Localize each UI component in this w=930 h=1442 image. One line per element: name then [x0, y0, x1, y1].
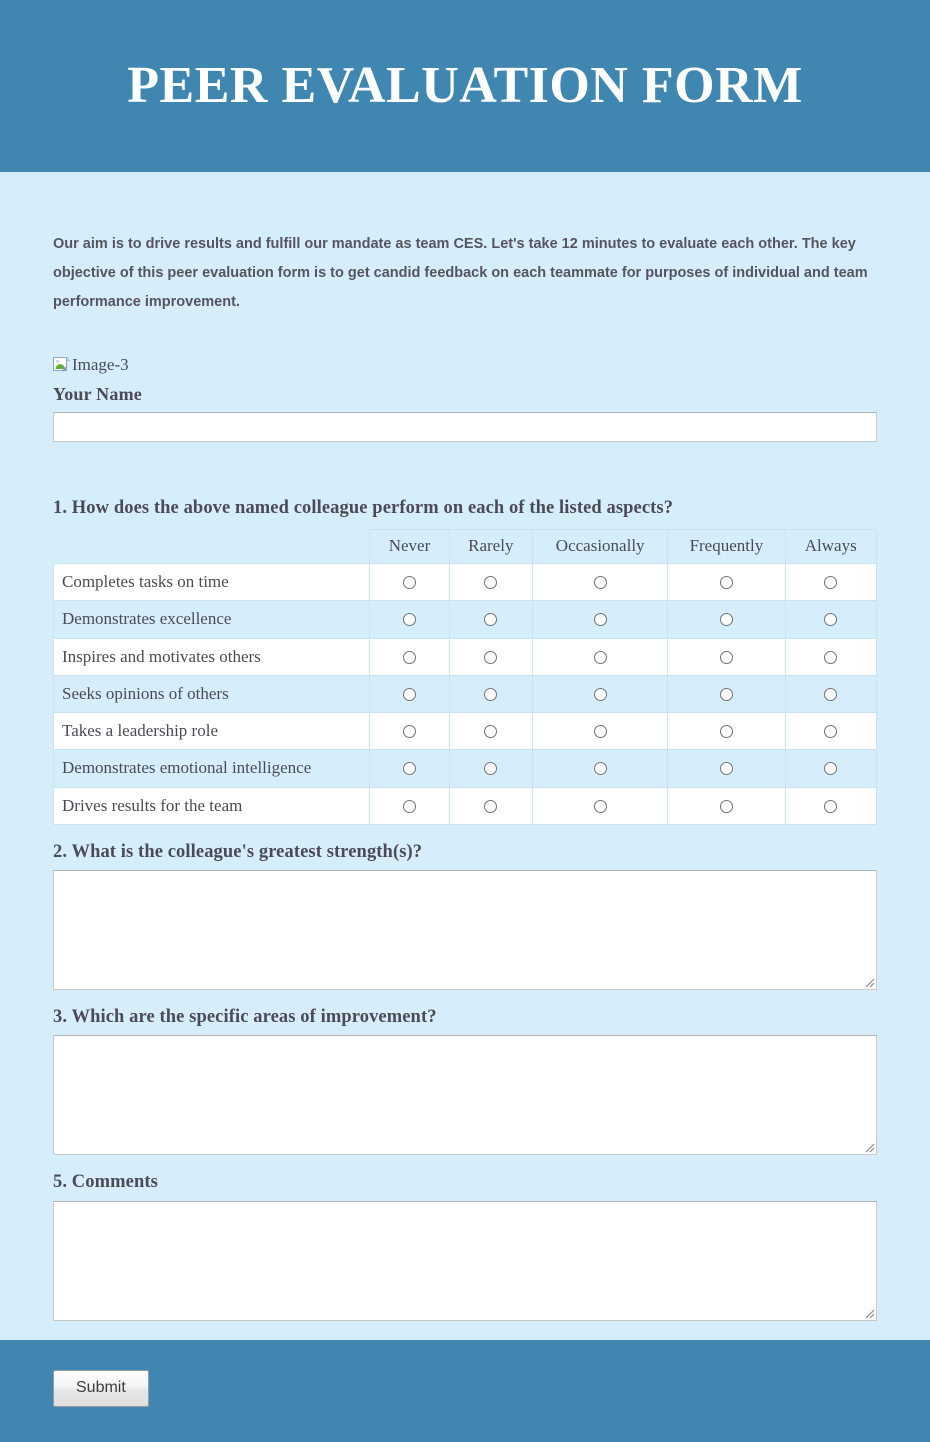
table-row — [54, 601, 877, 638]
question-3-heading: 3. Which are the specific areas of improvement? — [53, 1007, 437, 1028]
matrix-option-cell[interactable] — [668, 787, 785, 824]
radio-frequently[interactable] — [720, 613, 733, 626]
page-title: PEER EVALUATION FORM — [127, 57, 803, 115]
table-row — [54, 675, 877, 712]
radio-always[interactable] — [824, 725, 837, 738]
matrix-option-cell[interactable] — [449, 564, 533, 601]
radio-rarely[interactable] — [484, 800, 497, 813]
matrix-option-cell[interactable] — [785, 787, 876, 824]
matrix-corner-cell — [54, 530, 370, 564]
radio-occasionally[interactable] — [594, 576, 607, 589]
radio-never[interactable] — [403, 725, 416, 738]
matrix-option-cell[interactable] — [785, 638, 876, 675]
matrix-body — [54, 564, 877, 825]
your-name-label: Your Name — [53, 384, 142, 404]
matrix-option-cell[interactable] — [533, 638, 668, 675]
radio-always[interactable] — [824, 762, 837, 775]
question-5-heading: 5. Comments — [53, 1172, 158, 1193]
question-5-textarea-wrap — [53, 1201, 877, 1321]
radio-always[interactable] — [824, 576, 837, 589]
radio-occasionally[interactable] — [594, 800, 607, 813]
radio-frequently[interactable] — [720, 725, 733, 738]
matrix-column-header-occasionally: Occasionally — [533, 530, 668, 564]
radio-frequently[interactable] — [720, 651, 733, 664]
broken-image-alt-text: Image-3 — [72, 355, 129, 374]
question-3-textarea[interactable] — [53, 1035, 877, 1155]
matrix-row-label: Takes a leadership role — [54, 713, 370, 750]
matrix-option-cell[interactable] — [370, 787, 449, 824]
matrix-header — [54, 530, 877, 564]
question-1-heading: 1. How does the above named colleague perform on each of the listed aspects? — [53, 498, 674, 518]
radio-rarely[interactable] — [484, 613, 497, 626]
matrix-option-cell[interactable] — [668, 601, 785, 638]
question-2-heading: 2. What is the colleague's greatest strength(s)? — [53, 841, 423, 862]
question-3-textarea-wrap — [53, 1035, 877, 1155]
your-name-input[interactable] — [53, 412, 877, 442]
matrix-option-cell[interactable] — [785, 713, 876, 750]
matrix-column-header-always: Always — [785, 530, 876, 564]
radio-occasionally[interactable] — [594, 762, 607, 775]
intro-paragraph: Our aim is to drive results and fulfill our mandate as team CES. Let's take 12 minutes to evaluate each other. The key objective of this peer evaluation form is to get candid feedback on each teammate for purposes of individual and team performance improvement. — [53, 236, 868, 310]
radio-rarely[interactable] — [484, 688, 497, 701]
matrix-row-label: Completes tasks on time — [54, 564, 370, 601]
table-row — [54, 750, 877, 787]
matrix-option-cell[interactable] — [668, 713, 785, 750]
broken-image-block — [53, 356, 877, 373]
matrix-option-cell[interactable] — [668, 564, 785, 601]
matrix-row-label: Seeks opinions of others — [54, 675, 370, 712]
radio-never[interactable] — [403, 688, 416, 701]
radio-always[interactable] — [824, 688, 837, 701]
radio-never[interactable] — [403, 762, 416, 775]
matrix-option-cell[interactable] — [533, 713, 668, 750]
radio-frequently[interactable] — [720, 800, 733, 813]
matrix-option-cell[interactable] — [668, 638, 785, 675]
matrix-header-row — [54, 530, 877, 564]
radio-always[interactable] — [824, 651, 837, 664]
matrix-option-cell[interactable] — [370, 638, 449, 675]
matrix-option-cell[interactable] — [668, 750, 785, 787]
radio-rarely[interactable] — [484, 576, 497, 589]
radio-always[interactable] — [824, 800, 837, 813]
matrix-row-label: Drives results for the team — [54, 787, 370, 824]
form-body — [0, 172, 930, 1340]
table-row — [54, 638, 877, 675]
matrix-option-cell[interactable] — [533, 787, 668, 824]
question-5-textarea[interactable] — [53, 1201, 877, 1321]
submit-button[interactable]: Submit — [53, 1370, 149, 1407]
matrix-option-cell[interactable] — [370, 750, 449, 787]
matrix-option-cell[interactable] — [449, 750, 533, 787]
matrix-option-cell[interactable] — [449, 713, 533, 750]
radio-frequently[interactable] — [720, 762, 733, 775]
matrix-option-cell[interactable] — [449, 638, 533, 675]
question-2-textarea-wrap — [53, 870, 877, 990]
matrix-column-header-rarely: Rarely — [449, 530, 533, 564]
radio-occasionally[interactable] — [594, 613, 607, 626]
radio-always[interactable] — [824, 613, 837, 626]
table-row — [54, 564, 877, 601]
matrix-option-cell[interactable] — [785, 564, 876, 601]
matrix-column-header-never: Never — [370, 530, 449, 564]
page-header — [0, 0, 930, 172]
matrix-option-cell[interactable] — [449, 675, 533, 712]
matrix-option-cell[interactable] — [449, 787, 533, 824]
matrix-option-cell[interactable] — [533, 750, 668, 787]
table-row — [54, 713, 877, 750]
radio-never[interactable] — [403, 576, 416, 589]
radio-rarely[interactable] — [484, 651, 497, 664]
radio-rarely[interactable] — [484, 762, 497, 775]
broken-image-icon — [53, 357, 70, 373]
matrix-option-cell[interactable] — [533, 601, 668, 638]
radio-occasionally[interactable] — [594, 688, 607, 701]
radio-frequently[interactable] — [720, 576, 733, 589]
matrix-column-header-frequently: Frequently — [668, 530, 785, 564]
table-row — [54, 787, 877, 824]
radio-never[interactable] — [403, 613, 416, 626]
matrix-option-cell[interactable] — [785, 675, 876, 712]
radio-never[interactable] — [403, 651, 416, 664]
matrix-option-cell[interactable] — [449, 601, 533, 638]
matrix-option-cell[interactable] — [533, 564, 668, 601]
matrix-option-cell[interactable] — [370, 713, 449, 750]
bottom-spacer — [53, 1321, 877, 1340]
matrix-option-cell[interactable] — [668, 675, 785, 712]
radio-rarely[interactable] — [484, 725, 497, 738]
matrix-option-cell[interactable] — [370, 675, 449, 712]
matrix-option-cell[interactable] — [785, 601, 876, 638]
radio-occasionally[interactable] — [594, 725, 607, 738]
radio-frequently[interactable] — [720, 688, 733, 701]
evaluation-matrix-table — [53, 529, 877, 825]
matrix-row-label: Inspires and motivates others — [54, 638, 370, 675]
matrix-option-cell[interactable] — [785, 750, 876, 787]
radio-never[interactable] — [403, 800, 416, 813]
matrix-option-cell[interactable] — [370, 564, 449, 601]
matrix-option-cell[interactable] — [533, 675, 668, 712]
page-footer — [0, 1340, 930, 1442]
matrix-row-label: Demonstrates excellence — [54, 601, 370, 638]
question-2-textarea[interactable] — [53, 870, 877, 990]
matrix-option-cell[interactable] — [370, 601, 449, 638]
radio-occasionally[interactable] — [594, 651, 607, 664]
matrix-row-label: Demonstrates emotional intelligence — [54, 750, 370, 787]
